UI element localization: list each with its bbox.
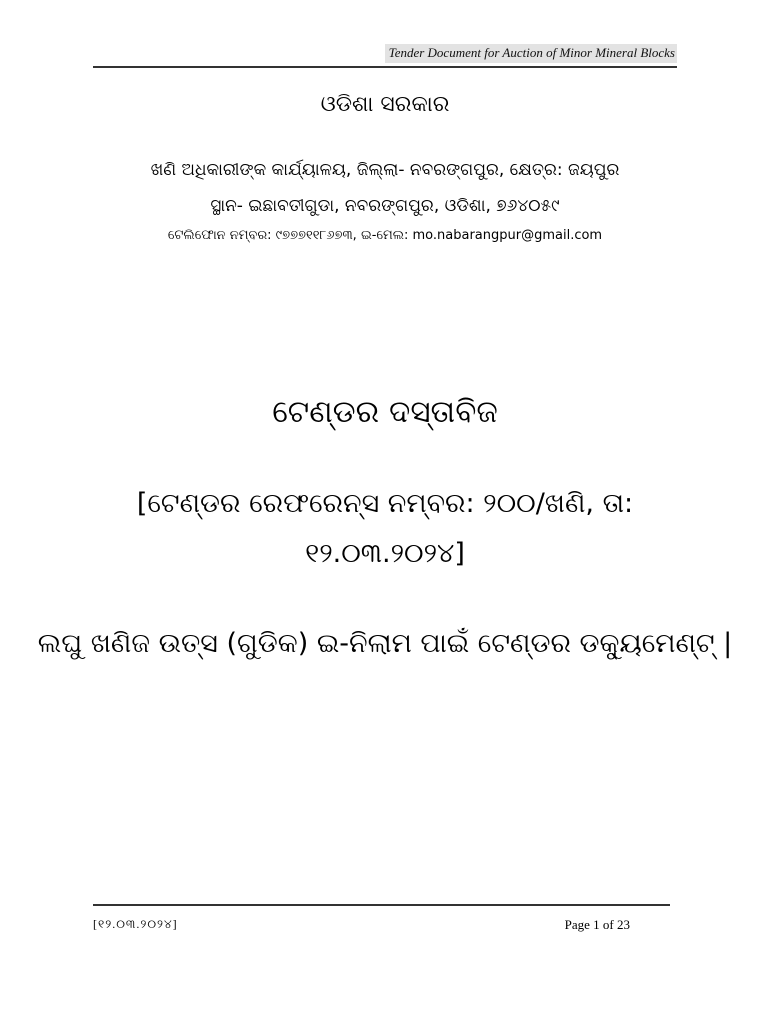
page-header bbox=[93, 42, 677, 68]
government-heading: ଓଡିଶା ସରକାର bbox=[320, 92, 450, 117]
document-subject: ଲଘୁ ଖଣିଜ ଉତ୍ସ (ଗୁଡିକ) ଇ-ନିଲାମ ପାଇଁ ଟେଣ୍ଡର ଡକ୍ୟୁମେଣ୍ଟ୍ | bbox=[37, 628, 733, 659]
header-title: Tender Document for Auction of Minor Mineral Blocks bbox=[385, 44, 677, 63]
office-address: ଖଣି ଅଧିକାରୀଙ୍କ କାର୍ଯ୍ୟାଳୟ, ଜିଲ୍ଲା- ନବରଙ୍ଗପୁର, କ୍ଷେତ୍ର: ଜୟପୁର bbox=[150, 160, 620, 180]
footer-divider bbox=[93, 904, 670, 906]
reference-line-2: ୧୨.୦୩.୨୦୨୪] bbox=[305, 538, 465, 569]
contact-info: ଟେଲିଫୋନ ନମ୍ବର: ୯୭୭୭୧୧୮୬୭୩, ଇ-ମେଲ: mo.nabarangpur@gmail.com bbox=[167, 228, 603, 243]
place-address: ସ୍ଥାନ- ଇଛାବତୀଗୁଡା, ନବରଙ୍ଗପୁର, ଓଡିଶା, ୭୬୪୦୫୯ bbox=[210, 196, 560, 216]
page-number: Page 1 of 23 bbox=[564, 917, 630, 932]
reference-line-1: [ଟେଣ୍ଡର ରେଫରେନ୍ସ ନମ୍ବର: ୨୦୦/ଖଣି, ତା: bbox=[136, 488, 634, 519]
footer-date: [୧୨.୦୩.୨୦୨୪] bbox=[93, 917, 178, 931]
document-title: ଟେଣ୍ଡର ଦସ୍ତାବିଜ bbox=[272, 394, 498, 430]
